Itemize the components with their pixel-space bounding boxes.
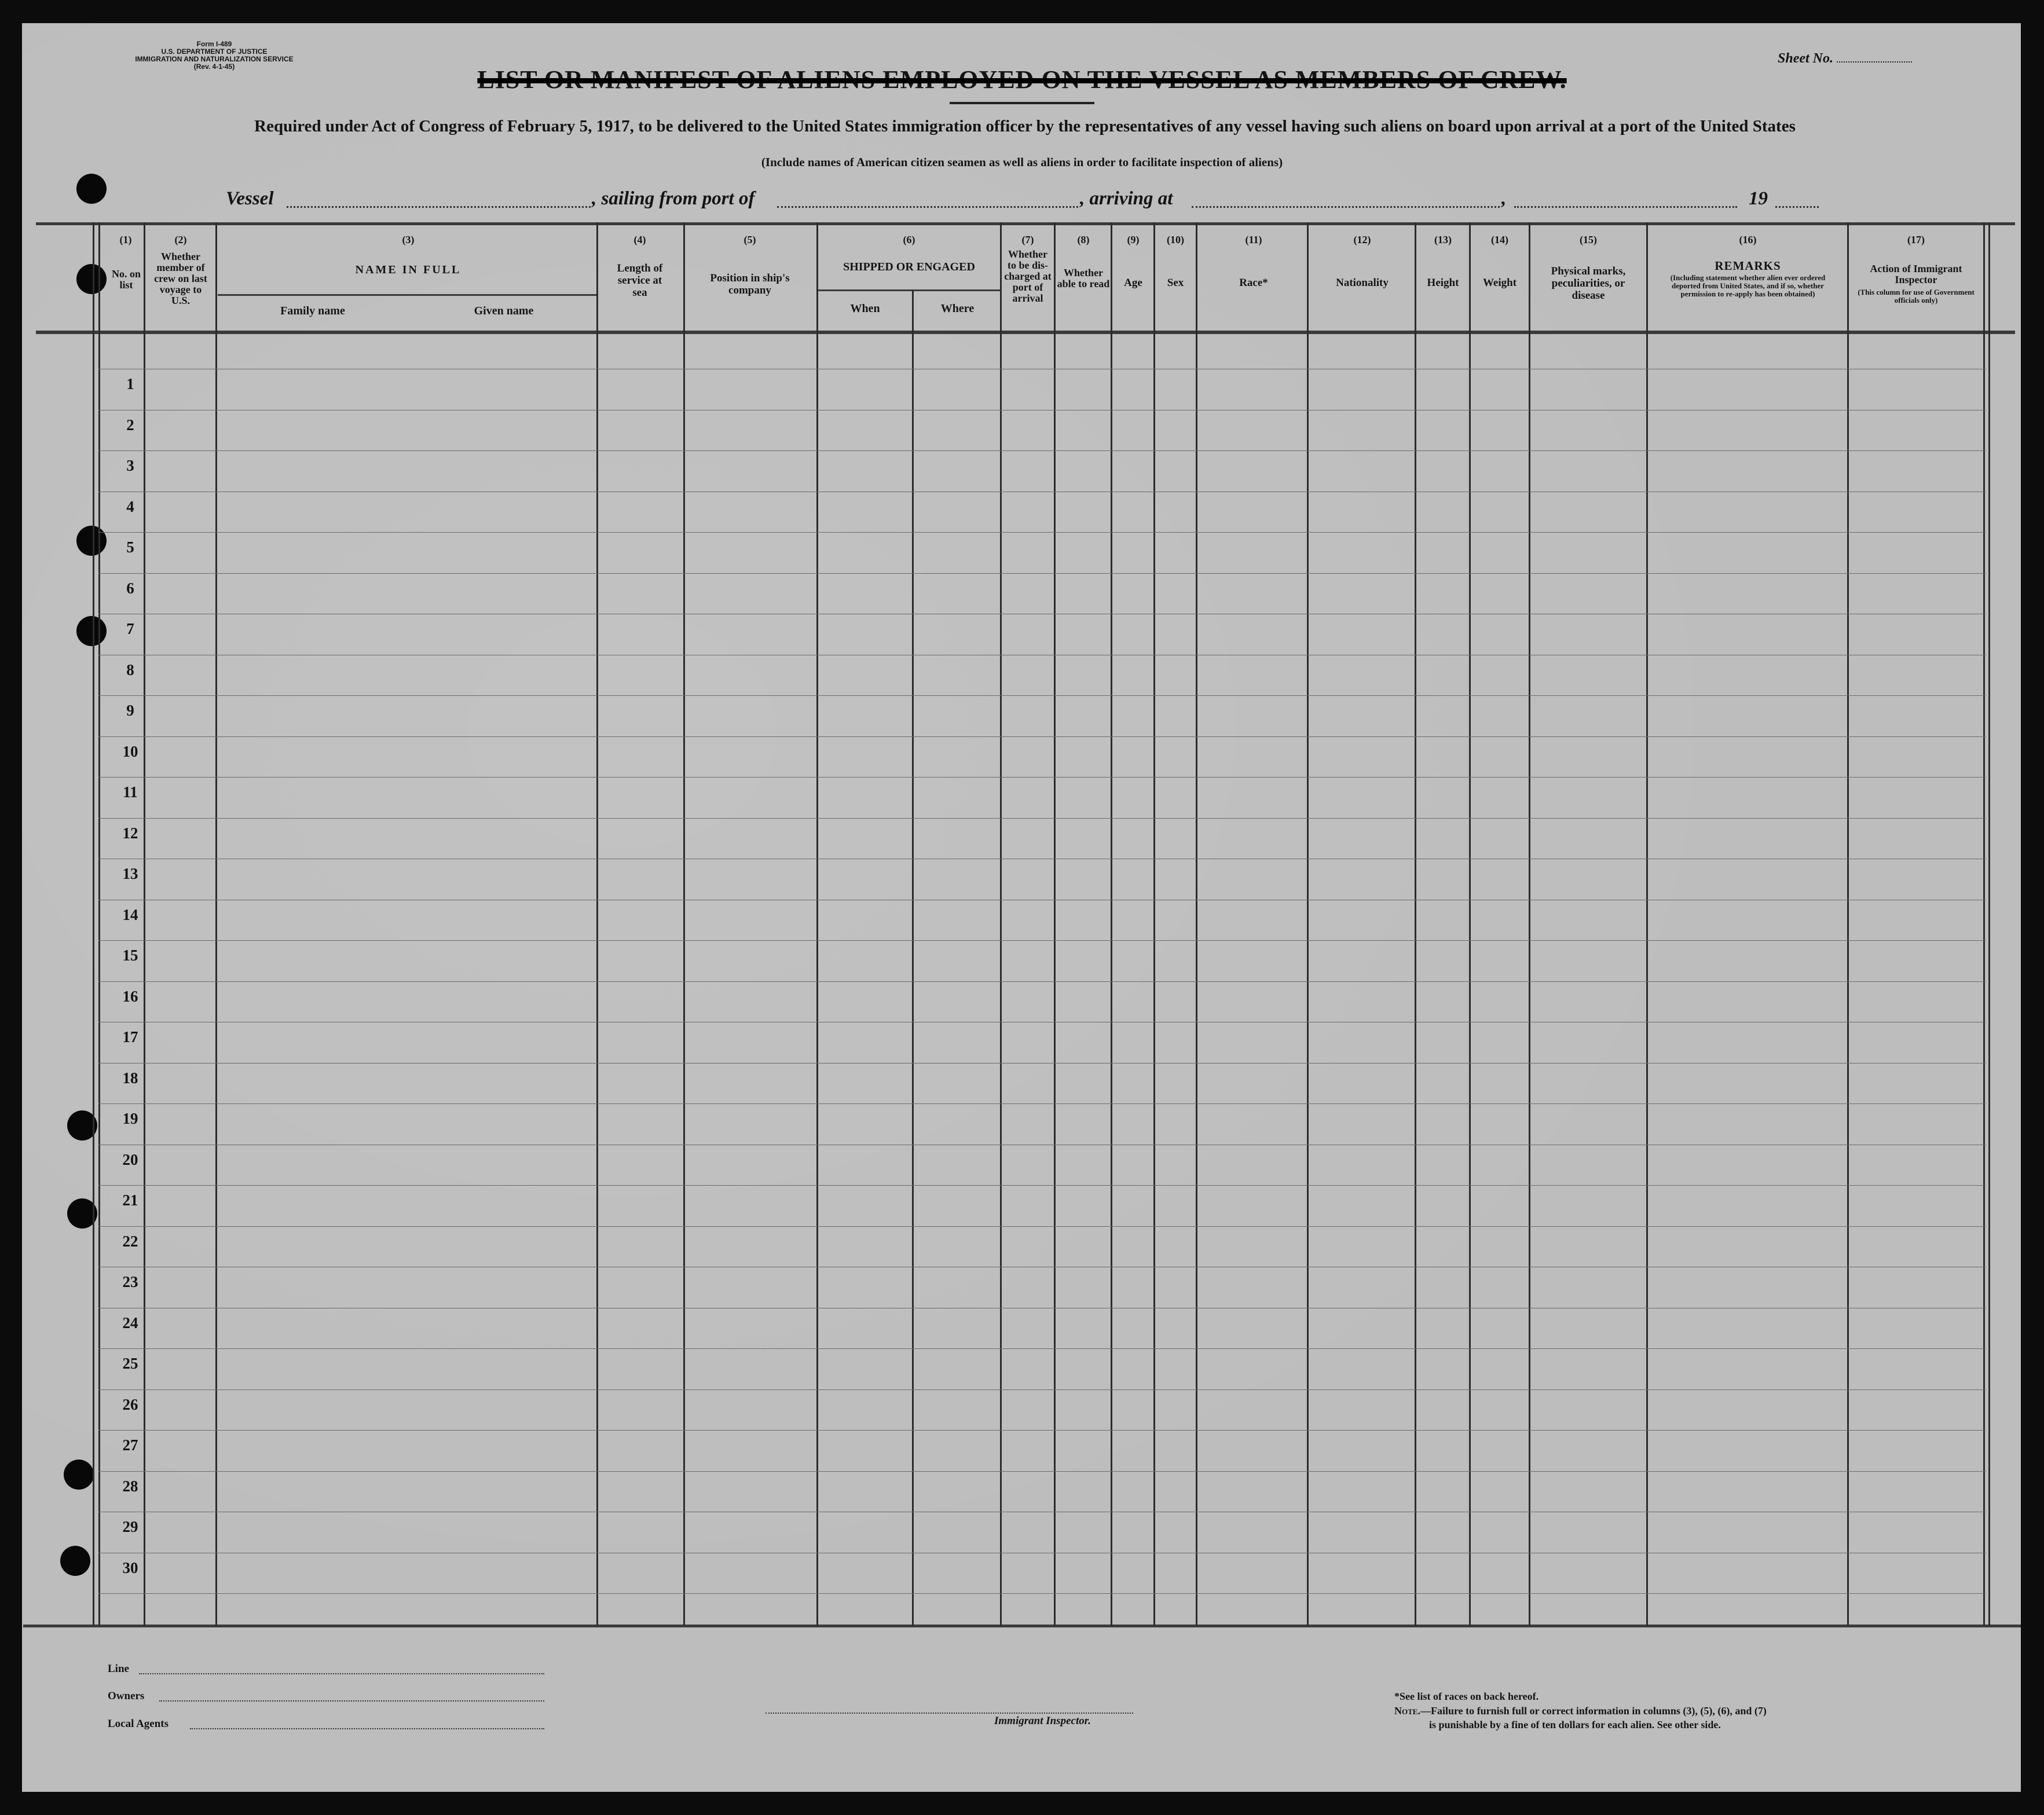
col2-number: (2)	[174, 234, 187, 245]
row-number: 4	[126, 498, 134, 515]
arriving-port-blank[interactable]	[1192, 206, 1500, 208]
failure-note	[1394, 1705, 1767, 1717]
race-note: *See list of races on back hereof.	[1394, 1691, 1539, 1702]
col16-number: (16)	[1739, 234, 1757, 245]
shipped-where-header: Where	[940, 302, 975, 315]
col17-subnote: (This column for use of Government officials only)	[1858, 288, 1975, 305]
punch-hole	[76, 526, 107, 556]
row-number: 20	[122, 1151, 138, 1168]
form-department: U.S. DEPARTMENT OF JUSTICE	[161, 47, 268, 56]
row-number: 12	[122, 824, 138, 842]
row-number: 1	[126, 375, 134, 393]
punch-hole	[60, 1546, 90, 1576]
row-number: 10	[122, 743, 138, 760]
row-number: 30	[122, 1559, 138, 1576]
row-number: 22	[122, 1233, 138, 1250]
requirement-note: (Include names of American citizen seamen as well as aliens in order to facilitate inspection of aliens)	[761, 155, 1283, 169]
col10-header: Sex	[1167, 277, 1184, 289]
arriving-label: , arriving at	[1080, 188, 1173, 209]
vessel-label: Vessel	[226, 188, 274, 209]
arrival-date-blank[interactable]	[1514, 206, 1737, 208]
row-number: 25	[122, 1355, 138, 1372]
col17-header: Action of Immigrant Inspector	[1870, 263, 1962, 285]
col10-number: (10)	[1167, 234, 1184, 245]
punch-hole	[76, 174, 107, 204]
col8-number: (8)	[1077, 234, 1090, 245]
col4-header: Length of service at sea	[617, 262, 663, 299]
note-label: Note.	[1394, 1705, 1420, 1717]
given-name-header: Given name	[474, 305, 534, 317]
row-number: 27	[122, 1436, 138, 1454]
col12-header: Nationality	[1336, 277, 1389, 289]
inspector-label: Immigrant Inspector.	[994, 1715, 1091, 1727]
row-number: 26	[122, 1396, 138, 1413]
row-number: 18	[122, 1069, 138, 1087]
row-number: 7	[126, 620, 134, 637]
family-name-header: Family name	[280, 305, 345, 317]
row-number: 13	[122, 865, 138, 882]
punch-hole	[76, 264, 107, 294]
row-number: 28	[122, 1477, 138, 1495]
form-service: IMMIGRATION AND NATURALIZATION SERVICE	[135, 55, 294, 63]
col6-header: SHIPPED OR ENGAGED	[843, 261, 975, 273]
col13-number: (13)	[1434, 234, 1452, 245]
col1-header: No. on list	[111, 268, 141, 291]
col5-header: Position in ship's company	[710, 272, 790, 296]
row-number: 6	[126, 580, 134, 597]
line-blank[interactable]	[139, 1673, 544, 1674]
sailing-port-blank[interactable]	[777, 206, 1078, 208]
line-label: Line	[108, 1663, 129, 1675]
row-number: 5	[126, 538, 134, 556]
col16-subnote: (Including statement whether alien ever ordered deported from United States, and if so, whether permission to re-apply has been obtained)	[1670, 273, 1826, 298]
row-number: 24	[122, 1314, 138, 1332]
failure-note-continued: is punishable by a fine of ten dollars for each alien. See other side.	[1429, 1719, 1721, 1730]
col15-header: Physical marks, peculiarities, or disease	[1551, 265, 1626, 302]
col2-header: Whether member of crew on last voyage to U.S.	[154, 251, 207, 306]
shipped-when-header: When	[850, 302, 880, 315]
sailing-port-label: , sailing from port of	[592, 188, 755, 209]
owners-blank[interactable]	[159, 1700, 544, 1702]
form-number: Form I-489	[196, 40, 232, 48]
vessel-name-blank[interactable]	[287, 206, 591, 208]
col7-header: Whether to be dis-charged at port of arrival	[1004, 248, 1052, 304]
struck-title-text: LIST OR MANIFEST OF ALIENS EMPLOYED ON THE VESSEL AS MEMBERS OF CREW.	[477, 65, 1567, 94]
punch-hole	[67, 1110, 97, 1141]
page-title	[0, 65, 2044, 94]
local-agents-label: Local Agents	[108, 1718, 169, 1730]
year-prefix: 19	[1749, 188, 1768, 209]
row-number: 17	[122, 1028, 138, 1046]
col9-number: (9)	[1127, 234, 1140, 245]
punch-hole	[67, 1198, 97, 1229]
col17-number: (17)	[1907, 234, 1925, 245]
punch-hole	[64, 1460, 94, 1490]
local-agents-blank[interactable]	[190, 1728, 544, 1729]
form-revision: (Rev. 4-1-45)	[193, 63, 235, 71]
row-number: 21	[122, 1191, 138, 1209]
col12-number: (12)	[1353, 234, 1371, 245]
date-comma: ,	[1501, 188, 1507, 209]
requirement-statement: Required under Act of Congress of February 5, 1917, to be delivered to the United States immigration officer by the representatives of any vessel having such aliens on board upon arrival at a port of the United States	[254, 117, 1796, 135]
owners-label: Owners	[108, 1690, 145, 1702]
col8-header: Whether able to read	[1057, 267, 1110, 289]
col7-number: (7)	[1021, 234, 1034, 245]
col13-header: Height	[1427, 277, 1459, 289]
note-text: —Failure to furnish full or correct information in columns (3), (5), (6), and (7)	[1420, 1705, 1767, 1717]
sheet-number-field[interactable]	[1778, 51, 1912, 67]
col6-number: (6)	[903, 234, 915, 245]
row-number: 14	[122, 906, 138, 923]
col11-number: (11)	[1245, 234, 1262, 245]
col15-number: (15)	[1580, 234, 1597, 245]
col14-header: Weight	[1482, 277, 1517, 289]
row-number: 9	[126, 702, 134, 719]
col1-number: (1)	[119, 234, 132, 245]
row-number: 11	[123, 783, 138, 801]
row-number: 8	[126, 661, 134, 679]
col16-header: REMARKS	[1715, 259, 1781, 273]
sheet-number-blank[interactable]	[1837, 61, 1912, 63]
row-number: 2	[126, 416, 134, 434]
row-number: 29	[122, 1518, 138, 1535]
col5-number: (5)	[743, 234, 756, 245]
col4-number: (4)	[633, 234, 646, 245]
row-number: 3	[126, 457, 134, 474]
col9-header: Age	[1124, 277, 1142, 289]
year-blank[interactable]	[1775, 206, 1819, 208]
sheet-number-label: Sheet No.	[1778, 51, 1833, 66]
vessel-info-line	[226, 188, 1812, 211]
col3-number: (3)	[402, 234, 415, 245]
punch-hole	[76, 616, 107, 646]
col3-header: NAME IN FULL	[355, 263, 461, 276]
row-number: 19	[122, 1110, 138, 1127]
col14-number: (14)	[1491, 234, 1508, 245]
row-number: 16	[122, 988, 138, 1005]
row-number: 15	[122, 947, 138, 964]
inspector-signature-blank[interactable]	[765, 1713, 1133, 1714]
title-underline	[950, 102, 1094, 104]
row-number: 23	[122, 1273, 138, 1290]
col11-header: Race*	[1239, 277, 1268, 289]
